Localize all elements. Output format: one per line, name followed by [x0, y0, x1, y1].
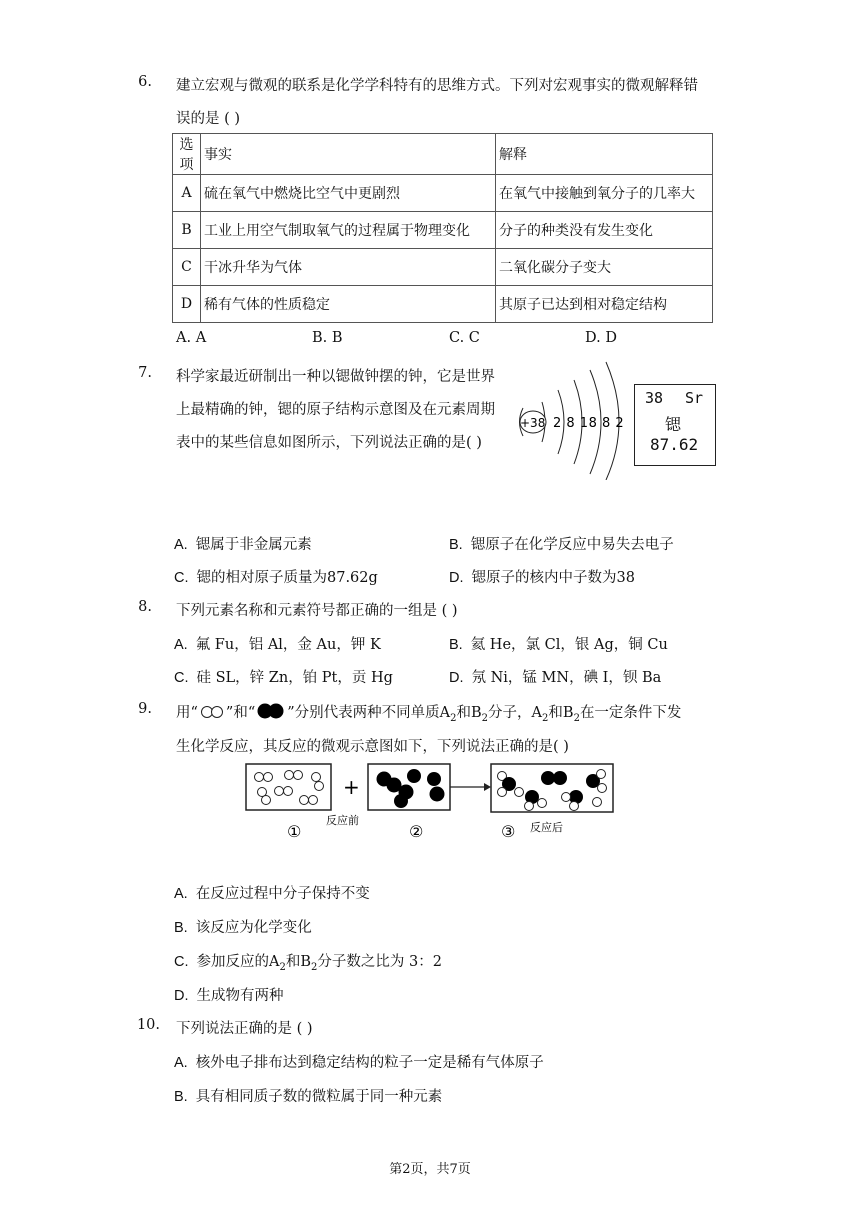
- label-before: 反应前: [326, 814, 359, 827]
- option-text: 参加反应的$A_2$和$B_2$分子数之比为 3：2: [196, 954, 442, 973]
- q6-stem-line1: 建立宏观与微观的联系是化学学科特有的思维方式。下列对宏观事实的微观解释错: [176, 78, 698, 94]
- option-text: 在反应过程中分子保持不变: [195, 886, 370, 902]
- table-row: [173, 212, 713, 249]
- element-symbol: Sr: [685, 389, 704, 407]
- q6-option-d[interactable]: D. D: [585, 330, 617, 346]
- element-mass: 87.62: [650, 435, 699, 454]
- table-cell: 分子的种类没有发生变化: [496, 212, 713, 249]
- q10-stem: 下列说法正确的是 ( ): [176, 1021, 313, 1037]
- table-cell: B: [173, 212, 201, 249]
- q6-table: [172, 133, 713, 323]
- table-cell: 在氧气中接触到氧分子的几率大: [496, 175, 713, 212]
- table-header-fact: 事实: [201, 134, 496, 175]
- q7-stem-line2: 上最精确的钟，锶的原子结构示意图及在元素周期: [176, 402, 495, 418]
- page-footer: 第2页，共7页: [389, 1162, 471, 1177]
- atom-shells-label: 2 8 18 8 2: [553, 416, 625, 431]
- option-text: 生成物有两种: [196, 988, 284, 1004]
- option-text: 锶原子的核内中子数为38: [471, 570, 635, 586]
- q8-option-a[interactable]: A. 氟 Fu，铝 Al，金 Au，钾 K: [174, 637, 381, 653]
- q7-option-a[interactable]: A. 锶属于非金属元素: [174, 537, 312, 553]
- q10-number: 10.: [136, 1017, 160, 1033]
- option-text: 氦 He，氯 Cl，银 Ag，铜 Cu: [470, 637, 668, 653]
- q9-option-d[interactable]: D. 生成物有两种: [174, 988, 284, 1004]
- option-text: 核外电子排布达到稳定结构的粒子一定是稀有气体原子: [195, 1055, 544, 1071]
- option-text: 氟 Fu，铝 Al，金 Au，钾 K: [195, 637, 381, 653]
- q6-option-a[interactable]: A. A: [176, 330, 207, 346]
- option-text: 锶的相对原子质量为87.62g: [196, 570, 378, 586]
- q10-option-a[interactable]: A. 核外电子排布达到稳定结构的粒子一定是稀有气体原子: [174, 1055, 544, 1071]
- q8-option-d[interactable]: D. 氖 Ni，锰 MN，碘 I，钡 Ba: [449, 670, 662, 686]
- q9-option-c[interactable]: C. 参加反应的$A_2$和$B_2$分子数之比为 3：2: [174, 954, 442, 973]
- label-box-3: ③: [501, 822, 516, 841]
- table-cell: D: [173, 286, 201, 323]
- table-cell: 稀有气体的性质稳定: [201, 286, 496, 323]
- q9-option-b[interactable]: B. 该反应为化学变化: [174, 920, 312, 936]
- q9-number: 9.: [138, 701, 152, 717]
- white-molecule-icon: [198, 705, 226, 719]
- q7-stem-line1: 科学家最近研制出一种以锶做钟摆的钟，它是世界: [176, 369, 495, 385]
- q8-number: 8.: [138, 599, 152, 615]
- atom-nucleus-label: +38: [520, 416, 546, 430]
- element-name: 锶: [665, 415, 682, 434]
- q8-option-c[interactable]: C. 硅 SL，锌 Zn，铂 Pt，贡 Hg: [174, 670, 393, 686]
- label-box-1: ①: [287, 822, 302, 841]
- label-box-2: ②: [409, 822, 424, 841]
- option-text: 锶属于非金属元素: [195, 537, 312, 553]
- atom-structure-diagram: [514, 356, 634, 480]
- q7-option-b[interactable]: B. 锶原子在化学反应中易失去电子: [449, 537, 674, 553]
- table-cell: 硫在氧气中燃烧比空气中更剧烈: [201, 175, 496, 212]
- table-cell: C: [173, 249, 201, 286]
- table-cell: 其原子已达到相对稳定结构: [496, 286, 713, 323]
- table-cell: 干冰升华为气体: [201, 249, 496, 286]
- q7-stem-line3: 表中的某些信息如图所示，下列说法正确的是( ): [176, 435, 482, 451]
- table-row: [173, 175, 713, 212]
- option-text: 硅 SL，锌 Zn，铂 Pt，贡 Hg: [196, 670, 393, 686]
- table-header-option: 选项: [173, 134, 201, 175]
- q7-option-c[interactable]: C. 锶的相对原子质量为87.62g: [174, 570, 378, 586]
- q9-option-a[interactable]: A. 在反应过程中分子保持不变: [174, 886, 370, 902]
- q9-stem-line1: 用“ ”和“ ”分别代表两种不同单质$A_2$和$B_2$分子，$A_2$和$B_2$在一定条件下发: [176, 701, 681, 724]
- q8-stem: 下列元素名称和元素符号都正确的一组是 ( ): [176, 603, 458, 619]
- q9-stem-line2: 生化学反应，其反应的微观示意图如下，下列说法正确的是( ): [176, 739, 569, 755]
- plus-sign: +: [343, 775, 360, 799]
- table-cell: 二氧化碳分子变大: [496, 249, 713, 286]
- black-molecule-icon: [255, 702, 287, 720]
- q6-stem-line2: 误的是 ( ): [176, 111, 241, 127]
- element-atomic-number: 38: [645, 389, 664, 407]
- q6-option-b[interactable]: B. B: [312, 330, 343, 346]
- q7-number: 7.: [138, 365, 152, 381]
- option-text: 具有相同质子数的微粒属于同一种元素: [195, 1089, 443, 1105]
- element-card: [634, 384, 716, 466]
- option-text: 该反应为化学变化: [195, 920, 312, 936]
- table-cell: 工业上用空气制取氧气的过程属于物理变化: [201, 212, 496, 249]
- table-row: [173, 286, 713, 323]
- q7-option-d[interactable]: D. 锶原子的核内中子数为38: [449, 570, 635, 586]
- q10-option-b[interactable]: B. 具有相同质子数的微粒属于同一种元素: [174, 1089, 443, 1105]
- option-text: 氖 Ni，锰 MN，碘 I，钡 Ba: [471, 670, 662, 686]
- table-header-explanation: 解释: [496, 134, 713, 175]
- label-after: 反应后: [530, 821, 563, 834]
- q6-option-c[interactable]: C. C: [449, 330, 480, 346]
- q6-number: 6.: [138, 74, 152, 90]
- option-text: 锶原子在化学反应中易失去电子: [470, 537, 674, 553]
- table-cell: A: [173, 175, 201, 212]
- q8-option-b[interactable]: B. 氦 He，氯 Cl，银 Ag，铜 Cu: [449, 637, 668, 653]
- table-header-row: [173, 134, 713, 175]
- reaction-diagram: [244, 760, 616, 844]
- table-row: [173, 249, 713, 286]
